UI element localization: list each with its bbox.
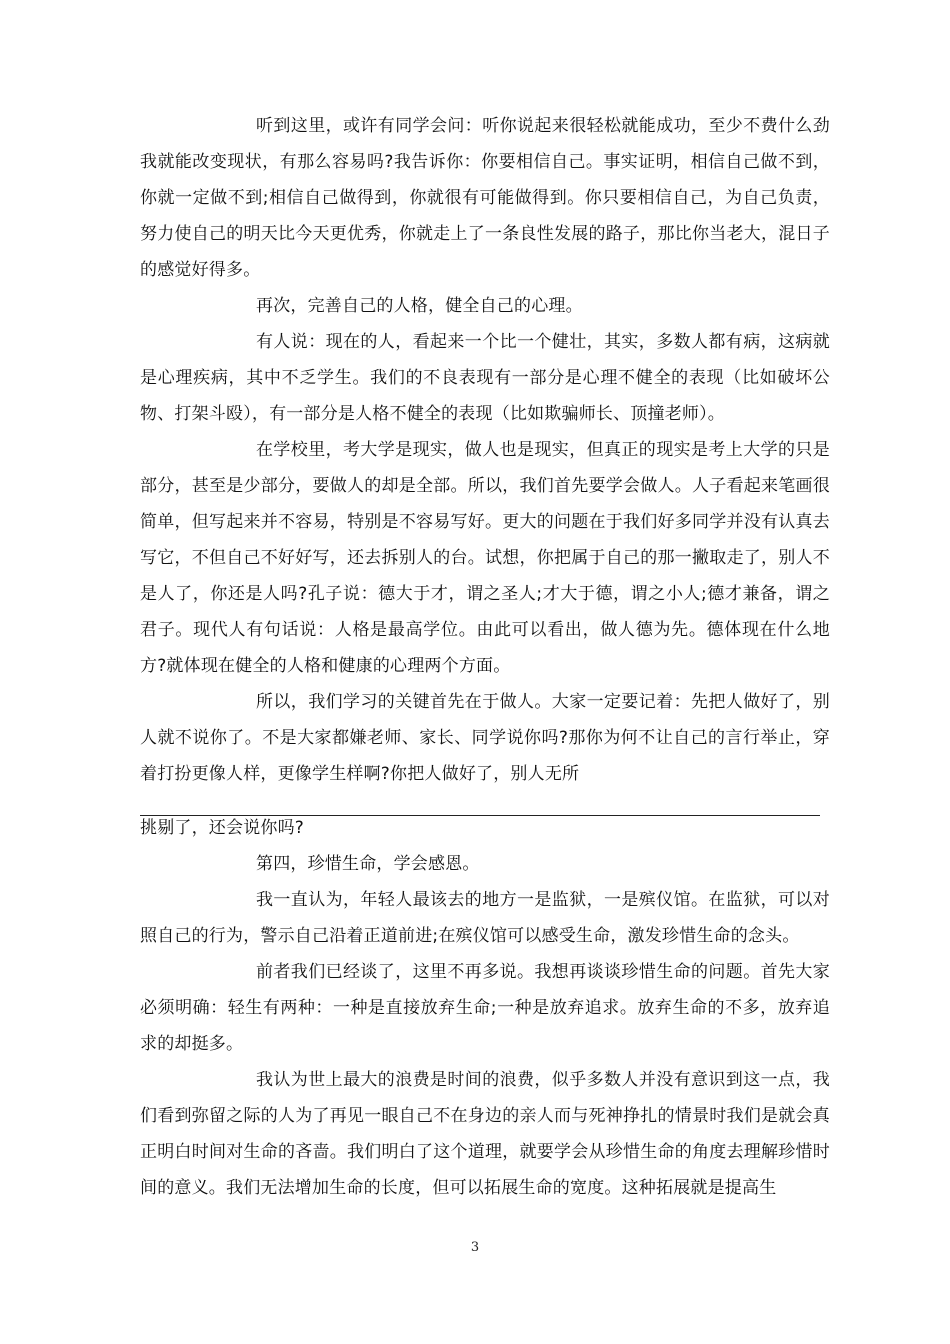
paragraph-cherish-life-heading: 第四，珍惜生命，学会感恩。 xyxy=(256,854,480,874)
paragraph-learn-to-be-human: 在学校里，考大学是现实，做人也是现实，但真正的现实是考上大学的只是部分，甚至是少部分，要做人的却是全部。所以，我们首先要学会做人。人子看起来笔画很简单，但写起来并不容易，特别是不容易写好。更大的问题在于我们好多同学并没有认真去写它，不但自己不好好写，还去拆别人的台。试想，你把属于自己的那一撇取走了，别人不是人了，你还是人吗?孔子说：德大于才，谓之圣人;才大于德，谓之小人;德才兼备，谓之君子。现代人有句话说：人格是最高学位。由此可以看出，做人德为先。德体现在什么地方?就体现在健全的人格和健康的心理两个方面。 xyxy=(140,440,830,676)
text-block-lower xyxy=(140,810,830,1206)
paragraph-continuation: 挑剔了，还会说你吗? xyxy=(140,818,305,838)
paragraph-believe-yourself: 听到这里，或许有同学会问：听你说起来很轻松就能成功，至少不费什么劲我就能改变现状，有那么容易吗?我告诉你：你要相信自己。事实证明，相信自己做不到，你就一定做不到;相信自己做得到，你就很有可能做得到。你只要相信自己，为自己负责，努力使自己的明天比今天更优秀，你就走上了一条良性发展的路子，那比你当老大，混日子的感觉好得多。 xyxy=(140,116,830,280)
text-block-upper xyxy=(140,108,830,792)
paragraph-psychological-illness: 有人说：现在的人，看起来一个比一个健壮，其实，多数人都有病，这病就是心理疾病，其中不乏学生。我们的不良表现有一部分是心理不健全的表现（比如破坏公物、打架斗殴），有一部分是人格不健全的表现（比如欺骗师长、顶撞老师）。 xyxy=(140,332,830,424)
paragraph-key-of-learning: 所以，我们学习的关键首先在于做人。大家一定要记着：先把人做好了，别人就不说你了。不是大家都嫌老师、家长、同学说你吗?那你为何不让自己的言行举止，穿着打扮更像人样，更像学生样啊?你把人做好了，别人无所 xyxy=(140,692,830,784)
paragraph-two-kinds-of-giving-up: 前者我们已经谈了，这里不再多说。我想再谈谈珍惜生命的问题。首先大家必须明确：轻生有两种：一种是直接放弃生命;一种是放弃追求。放弃生命的不多，放弃追求的却挺多。 xyxy=(140,962,830,1054)
paragraph-waste-of-time: 我认为世上最大的浪费是时间的浪费，似乎多数人并没有意识到这一点，我们看到弥留之际的人为了再见一眼自己不在身边的亲人而与死神挣扎的情景时我们是就会真正明白时间对生命的吝啬。我们明白了这个道理，就要学会从珍惜生命的角度去理解珍惜时间的意义。我们无法增加生命的长度，但可以拓展生命的宽度。这种拓展就是提高生 xyxy=(140,1070,830,1198)
paragraph-improve-personality: 再次，完善自己的人格，健全自己的心理。 xyxy=(256,296,583,316)
paragraph-prison-funeral-home: 我一直认为，年轻人最该去的地方一是监狱，一是殡仪馆。在监狱，可以对照自己的行为，警示自己沿着正道前进;在殡仪馆可以感受生命，激发珍惜生命的念头。 xyxy=(140,890,830,946)
page-number: 3 xyxy=(470,1240,480,1255)
